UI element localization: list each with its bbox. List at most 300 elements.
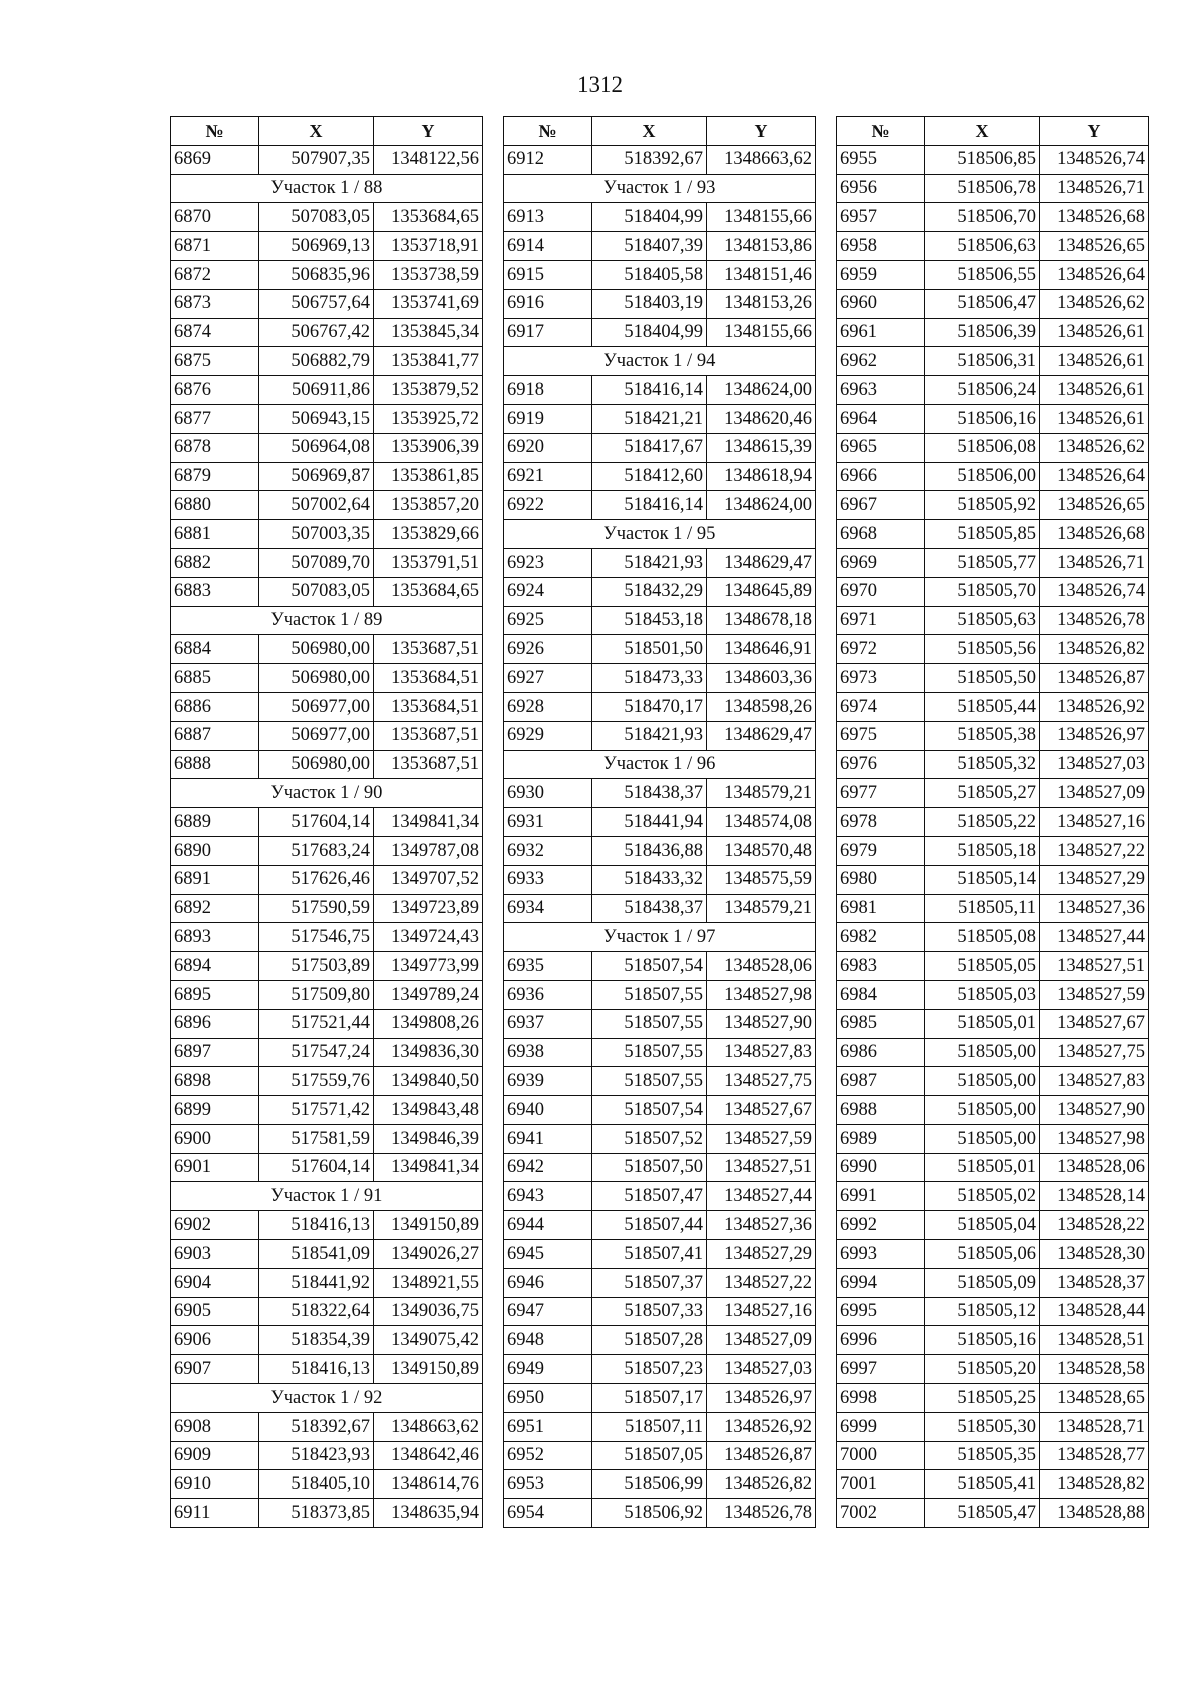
y-coordinate: 1348528,88 — [1040, 1499, 1149, 1528]
table-row — [837, 1182, 1149, 1211]
table-row — [837, 491, 1149, 520]
table-row — [171, 980, 483, 1009]
table-row — [171, 664, 483, 693]
point-number: 6987 — [837, 1067, 925, 1096]
x-coordinate: 518505,14 — [925, 865, 1040, 894]
x-coordinate: 506882,79 — [259, 347, 374, 376]
table-row — [504, 1297, 816, 1326]
y-coordinate: 1349840,50 — [374, 1067, 483, 1096]
table-row — [837, 1096, 1149, 1125]
point-number: 6953 — [504, 1470, 592, 1499]
table-row — [837, 1441, 1149, 1470]
point-number: 6982 — [837, 923, 925, 952]
x-coordinate: 518421,93 — [592, 721, 707, 750]
y-coordinate: 1348629,47 — [707, 721, 816, 750]
header-x: X — [925, 117, 1040, 146]
table-row — [504, 577, 816, 606]
section-title: Участок 1 / 90 — [171, 779, 483, 808]
table-row — [171, 548, 483, 577]
x-coordinate: 518506,92 — [592, 1499, 707, 1528]
table-row — [504, 318, 816, 347]
point-number: 6877 — [171, 404, 259, 433]
x-coordinate: 517559,76 — [259, 1067, 374, 1096]
x-coordinate: 518404,99 — [592, 203, 707, 232]
y-coordinate: 1348526,87 — [707, 1441, 816, 1470]
section-row — [171, 1384, 483, 1413]
y-coordinate: 1348526,64 — [1040, 260, 1149, 289]
y-coordinate: 1353687,51 — [374, 635, 483, 664]
point-number: 6988 — [837, 1096, 925, 1125]
table-row — [837, 548, 1149, 577]
point-number: 6992 — [837, 1211, 925, 1240]
table-row — [504, 376, 816, 405]
table-row — [504, 1096, 816, 1125]
y-coordinate: 1349789,24 — [374, 980, 483, 1009]
y-coordinate: 1348618,94 — [707, 462, 816, 491]
x-coordinate: 518505,06 — [925, 1240, 1040, 1269]
header-y: Y — [707, 117, 816, 146]
y-coordinate: 1349773,99 — [374, 952, 483, 981]
y-coordinate: 1348526,74 — [1040, 145, 1149, 174]
x-coordinate: 518505,01 — [925, 1009, 1040, 1038]
y-coordinate: 1348603,36 — [707, 664, 816, 693]
point-number: 6915 — [504, 260, 592, 289]
x-coordinate: 518506,63 — [925, 232, 1040, 261]
table-row — [171, 404, 483, 433]
y-coordinate: 1348527,36 — [707, 1211, 816, 1240]
x-coordinate: 518507,44 — [592, 1211, 707, 1240]
table-row — [837, 865, 1149, 894]
table-row — [837, 980, 1149, 1009]
point-number: 6959 — [837, 260, 925, 289]
x-coordinate: 506977,00 — [259, 692, 374, 721]
point-number: 6998 — [837, 1384, 925, 1413]
point-number: 6970 — [837, 577, 925, 606]
table-row — [171, 721, 483, 750]
x-coordinate: 507083,05 — [259, 203, 374, 232]
table-row — [171, 750, 483, 779]
y-coordinate: 1353687,51 — [374, 721, 483, 750]
table-row — [171, 232, 483, 261]
section-row — [171, 1182, 483, 1211]
point-number: 6950 — [504, 1384, 592, 1413]
y-coordinate: 1349707,52 — [374, 865, 483, 894]
point-number: 6881 — [171, 520, 259, 549]
point-number: 6946 — [504, 1268, 592, 1297]
x-coordinate: 518417,67 — [592, 433, 707, 462]
y-coordinate: 1353791,51 — [374, 548, 483, 577]
point-number: 6944 — [504, 1211, 592, 1240]
x-coordinate: 518405,10 — [259, 1470, 374, 1499]
y-coordinate: 1348526,82 — [1040, 635, 1149, 664]
table-row — [504, 260, 816, 289]
point-number: 6882 — [171, 548, 259, 577]
y-coordinate: 1349836,30 — [374, 1038, 483, 1067]
point-number: 6994 — [837, 1268, 925, 1297]
table-row — [504, 491, 816, 520]
header-number: № — [171, 117, 259, 146]
x-coordinate: 517509,80 — [259, 980, 374, 1009]
x-coordinate: 518416,13 — [259, 1355, 374, 1384]
y-coordinate: 1348527,98 — [707, 980, 816, 1009]
x-coordinate: 518507,37 — [592, 1268, 707, 1297]
point-number: 6885 — [171, 664, 259, 693]
x-coordinate: 518438,37 — [592, 894, 707, 923]
table-row — [171, 1038, 483, 1067]
x-coordinate: 507003,35 — [259, 520, 374, 549]
y-coordinate: 1348526,78 — [707, 1499, 816, 1528]
x-coordinate: 518507,50 — [592, 1153, 707, 1182]
point-number: 7001 — [837, 1470, 925, 1499]
table-row — [837, 1153, 1149, 1182]
point-number: 6927 — [504, 664, 592, 693]
section-title: Участок 1 / 91 — [171, 1182, 483, 1211]
point-number: 6973 — [837, 664, 925, 693]
x-coordinate: 518505,12 — [925, 1297, 1040, 1326]
x-coordinate: 518505,41 — [925, 1470, 1040, 1499]
y-coordinate: 1353738,59 — [374, 260, 483, 289]
table-row — [837, 203, 1149, 232]
y-coordinate: 1348528,58 — [1040, 1355, 1149, 1384]
x-coordinate: 518473,33 — [592, 664, 707, 693]
y-coordinate: 1348526,62 — [1040, 289, 1149, 318]
table-row — [504, 1182, 816, 1211]
table-row — [504, 664, 816, 693]
x-coordinate: 518421,21 — [592, 404, 707, 433]
table-row — [837, 232, 1149, 261]
table-row — [171, 1441, 483, 1470]
table-row — [837, 721, 1149, 750]
point-number: 6873 — [171, 289, 259, 318]
point-number: 6896 — [171, 1009, 259, 1038]
point-number: 7002 — [837, 1499, 925, 1528]
y-coordinate: 1349075,42 — [374, 1326, 483, 1355]
x-coordinate: 518505,05 — [925, 952, 1040, 981]
table-row — [837, 1124, 1149, 1153]
point-number: 6919 — [504, 404, 592, 433]
table-row — [837, 1326, 1149, 1355]
y-coordinate: 1348526,97 — [1040, 721, 1149, 750]
x-coordinate: 518506,78 — [925, 174, 1040, 203]
y-coordinate: 1348526,64 — [1040, 462, 1149, 491]
x-coordinate: 518505,56 — [925, 635, 1040, 664]
y-coordinate: 1348527,44 — [1040, 923, 1149, 952]
y-coordinate: 1348678,18 — [707, 606, 816, 635]
point-number: 6957 — [837, 203, 925, 232]
table-row — [171, 203, 483, 232]
point-number: 6947 — [504, 1297, 592, 1326]
x-coordinate: 506835,96 — [259, 260, 374, 289]
x-coordinate: 517547,24 — [259, 1038, 374, 1067]
y-coordinate: 1348642,46 — [374, 1441, 483, 1470]
table-row — [171, 145, 483, 174]
table-row — [837, 433, 1149, 462]
x-coordinate: 518507,23 — [592, 1355, 707, 1384]
section-row — [504, 923, 816, 952]
y-coordinate: 1348526,61 — [1040, 376, 1149, 405]
y-coordinate: 1348624,00 — [707, 491, 816, 520]
y-coordinate: 1353845,34 — [374, 318, 483, 347]
x-coordinate: 518436,88 — [592, 836, 707, 865]
table-row — [504, 635, 816, 664]
y-coordinate: 1353906,39 — [374, 433, 483, 462]
table-row — [171, 577, 483, 606]
y-coordinate: 1348528,37 — [1040, 1268, 1149, 1297]
table-row — [171, 1211, 483, 1240]
x-coordinate: 518507,54 — [592, 1096, 707, 1125]
y-coordinate: 1348122,56 — [374, 145, 483, 174]
y-coordinate: 1349846,39 — [374, 1124, 483, 1153]
x-coordinate: 518507,11 — [592, 1412, 707, 1441]
point-number: 6964 — [837, 404, 925, 433]
x-coordinate: 506969,13 — [259, 232, 374, 261]
table-row — [504, 1412, 816, 1441]
table-row — [837, 1355, 1149, 1384]
y-coordinate: 1348579,21 — [707, 779, 816, 808]
table-row — [837, 404, 1149, 433]
point-number: 6903 — [171, 1240, 259, 1269]
table-row — [504, 1124, 816, 1153]
y-coordinate: 1348526,61 — [1040, 404, 1149, 433]
point-number: 6949 — [504, 1355, 592, 1384]
x-coordinate: 518505,00 — [925, 1096, 1040, 1125]
point-number: 6997 — [837, 1355, 925, 1384]
table-row — [504, 1153, 816, 1182]
y-coordinate: 1348528,14 — [1040, 1182, 1149, 1211]
x-coordinate: 518405,58 — [592, 260, 707, 289]
point-number: 6899 — [171, 1096, 259, 1125]
table-row — [837, 1240, 1149, 1269]
y-coordinate: 1348526,65 — [1040, 491, 1149, 520]
table-row — [837, 779, 1149, 808]
y-coordinate: 1353684,51 — [374, 664, 483, 693]
y-coordinate: 1348527,75 — [1040, 1038, 1149, 1067]
x-coordinate: 518505,08 — [925, 923, 1040, 952]
x-coordinate: 518506,47 — [925, 289, 1040, 318]
point-number: 6932 — [504, 836, 592, 865]
y-coordinate: 1348574,08 — [707, 808, 816, 837]
x-coordinate: 506980,00 — [259, 635, 374, 664]
y-coordinate: 1348528,44 — [1040, 1297, 1149, 1326]
table-row — [171, 376, 483, 405]
point-number: 6960 — [837, 289, 925, 318]
table-row — [171, 692, 483, 721]
y-coordinate: 1349723,89 — [374, 894, 483, 923]
y-coordinate: 1348153,26 — [707, 289, 816, 318]
table-row — [171, 347, 483, 376]
table-row — [504, 1384, 816, 1413]
point-number: 6967 — [837, 491, 925, 520]
point-number: 6897 — [171, 1038, 259, 1067]
x-coordinate: 518505,44 — [925, 692, 1040, 721]
y-coordinate: 1353741,69 — [374, 289, 483, 318]
x-coordinate: 518505,04 — [925, 1211, 1040, 1240]
x-coordinate: 518505,00 — [925, 1067, 1040, 1096]
table-row — [837, 376, 1149, 405]
table-row — [504, 232, 816, 261]
table-row — [837, 1038, 1149, 1067]
y-coordinate: 1348527,29 — [707, 1240, 816, 1269]
table-row — [837, 923, 1149, 952]
table-row — [171, 260, 483, 289]
table-row — [171, 462, 483, 491]
x-coordinate: 518505,63 — [925, 606, 1040, 635]
point-number: 6893 — [171, 923, 259, 952]
coordinate-tables — [170, 116, 1146, 1528]
table-row — [171, 1470, 483, 1499]
point-number: 6993 — [837, 1240, 925, 1269]
x-coordinate: 518506,00 — [925, 462, 1040, 491]
y-coordinate: 1348528,77 — [1040, 1441, 1149, 1470]
x-coordinate: 518506,24 — [925, 376, 1040, 405]
table-row — [837, 260, 1149, 289]
x-coordinate: 518506,55 — [925, 260, 1040, 289]
x-coordinate: 518416,14 — [592, 491, 707, 520]
table-row — [504, 779, 816, 808]
y-coordinate: 1348526,97 — [707, 1384, 816, 1413]
x-coordinate: 517581,59 — [259, 1124, 374, 1153]
x-coordinate: 517521,44 — [259, 1009, 374, 1038]
table-row — [837, 750, 1149, 779]
y-coordinate: 1348528,22 — [1040, 1211, 1149, 1240]
y-coordinate: 1348526,92 — [1040, 692, 1149, 721]
point-number: 6892 — [171, 894, 259, 923]
table-row — [837, 1211, 1149, 1240]
x-coordinate: 518501,50 — [592, 635, 707, 664]
x-coordinate: 518505,03 — [925, 980, 1040, 1009]
x-coordinate: 518441,92 — [259, 1268, 374, 1297]
y-coordinate: 1348620,46 — [707, 404, 816, 433]
table-row — [171, 1124, 483, 1153]
table-row — [504, 606, 816, 635]
header-number: № — [504, 117, 592, 146]
point-number: 6956 — [837, 174, 925, 203]
x-coordinate: 518506,31 — [925, 347, 1040, 376]
point-number: 6954 — [504, 1499, 592, 1528]
x-coordinate: 506969,87 — [259, 462, 374, 491]
point-number: 6969 — [837, 548, 925, 577]
x-coordinate: 507089,70 — [259, 548, 374, 577]
y-coordinate: 1348155,66 — [707, 203, 816, 232]
x-coordinate: 506757,64 — [259, 289, 374, 318]
y-coordinate: 1348527,09 — [1040, 779, 1149, 808]
x-coordinate: 518505,85 — [925, 520, 1040, 549]
x-coordinate: 518506,08 — [925, 433, 1040, 462]
point-number: 6981 — [837, 894, 925, 923]
x-coordinate: 518423,93 — [259, 1441, 374, 1470]
x-coordinate: 518412,60 — [592, 462, 707, 491]
x-coordinate: 518506,39 — [925, 318, 1040, 347]
x-coordinate: 518404,99 — [592, 318, 707, 347]
point-number: 6913 — [504, 203, 592, 232]
x-coordinate: 518441,94 — [592, 808, 707, 837]
x-coordinate: 517590,59 — [259, 894, 374, 923]
point-number: 6985 — [837, 1009, 925, 1038]
y-coordinate: 1348527,90 — [1040, 1096, 1149, 1125]
table-row — [171, 1096, 483, 1125]
point-number: 6974 — [837, 692, 925, 721]
table-row — [171, 318, 483, 347]
y-coordinate: 1348526,87 — [1040, 664, 1149, 693]
x-coordinate: 518507,05 — [592, 1441, 707, 1470]
point-number: 6901 — [171, 1153, 259, 1182]
point-number: 6914 — [504, 232, 592, 261]
point-number: 6880 — [171, 491, 259, 520]
table-row — [504, 952, 816, 981]
y-coordinate: 1349841,34 — [374, 808, 483, 837]
point-number: 6929 — [504, 721, 592, 750]
y-coordinate: 1348151,46 — [707, 260, 816, 289]
y-coordinate: 1348153,86 — [707, 232, 816, 261]
x-coordinate: 518505,25 — [925, 1384, 1040, 1413]
point-number: 6951 — [504, 1412, 592, 1441]
table-row — [171, 1153, 483, 1182]
y-coordinate: 1348527,90 — [707, 1009, 816, 1038]
section-row — [504, 347, 816, 376]
x-coordinate: 518507,41 — [592, 1240, 707, 1269]
x-coordinate: 518507,54 — [592, 952, 707, 981]
y-coordinate: 1348527,67 — [707, 1096, 816, 1125]
y-coordinate: 1348527,09 — [707, 1326, 816, 1355]
x-coordinate: 517626,46 — [259, 865, 374, 894]
y-coordinate: 1348527,59 — [707, 1124, 816, 1153]
table-row — [504, 1211, 816, 1240]
point-number: 6937 — [504, 1009, 592, 1038]
x-coordinate: 518416,13 — [259, 1211, 374, 1240]
table-row — [504, 692, 816, 721]
table-row — [504, 836, 816, 865]
y-coordinate: 1348526,62 — [1040, 433, 1149, 462]
section-title: Участок 1 / 94 — [504, 347, 816, 376]
section-row — [504, 174, 816, 203]
table-row — [171, 1240, 483, 1269]
y-coordinate: 1348526,71 — [1040, 174, 1149, 203]
point-number: 6972 — [837, 635, 925, 664]
point-number: 6884 — [171, 635, 259, 664]
x-coordinate: 518506,16 — [925, 404, 1040, 433]
y-coordinate: 1353879,52 — [374, 376, 483, 405]
table-row — [504, 1470, 816, 1499]
point-number: 6883 — [171, 577, 259, 606]
table-row — [504, 548, 816, 577]
table-row — [504, 433, 816, 462]
y-coordinate: 1349150,89 — [374, 1355, 483, 1384]
point-number: 6920 — [504, 433, 592, 462]
point-number: 6958 — [837, 232, 925, 261]
point-number: 6961 — [837, 318, 925, 347]
y-coordinate: 1348528,82 — [1040, 1470, 1149, 1499]
x-coordinate: 518505,18 — [925, 836, 1040, 865]
table-row — [504, 1441, 816, 1470]
x-coordinate: 518505,01 — [925, 1153, 1040, 1182]
x-coordinate: 506980,00 — [259, 664, 374, 693]
y-coordinate: 1348527,67 — [1040, 1009, 1149, 1038]
point-number: 6990 — [837, 1153, 925, 1182]
section-row — [504, 750, 816, 779]
y-coordinate: 1348528,06 — [1040, 1153, 1149, 1182]
table-row — [504, 1067, 816, 1096]
point-number: 6894 — [171, 952, 259, 981]
x-coordinate: 518505,70 — [925, 577, 1040, 606]
x-coordinate: 518507,33 — [592, 1297, 707, 1326]
point-number: 6916 — [504, 289, 592, 318]
x-coordinate: 518541,09 — [259, 1240, 374, 1269]
header-x: X — [259, 117, 374, 146]
y-coordinate: 1349808,26 — [374, 1009, 483, 1038]
y-coordinate: 1348155,66 — [707, 318, 816, 347]
y-coordinate: 1348527,16 — [1040, 808, 1149, 837]
point-number: 6942 — [504, 1153, 592, 1182]
